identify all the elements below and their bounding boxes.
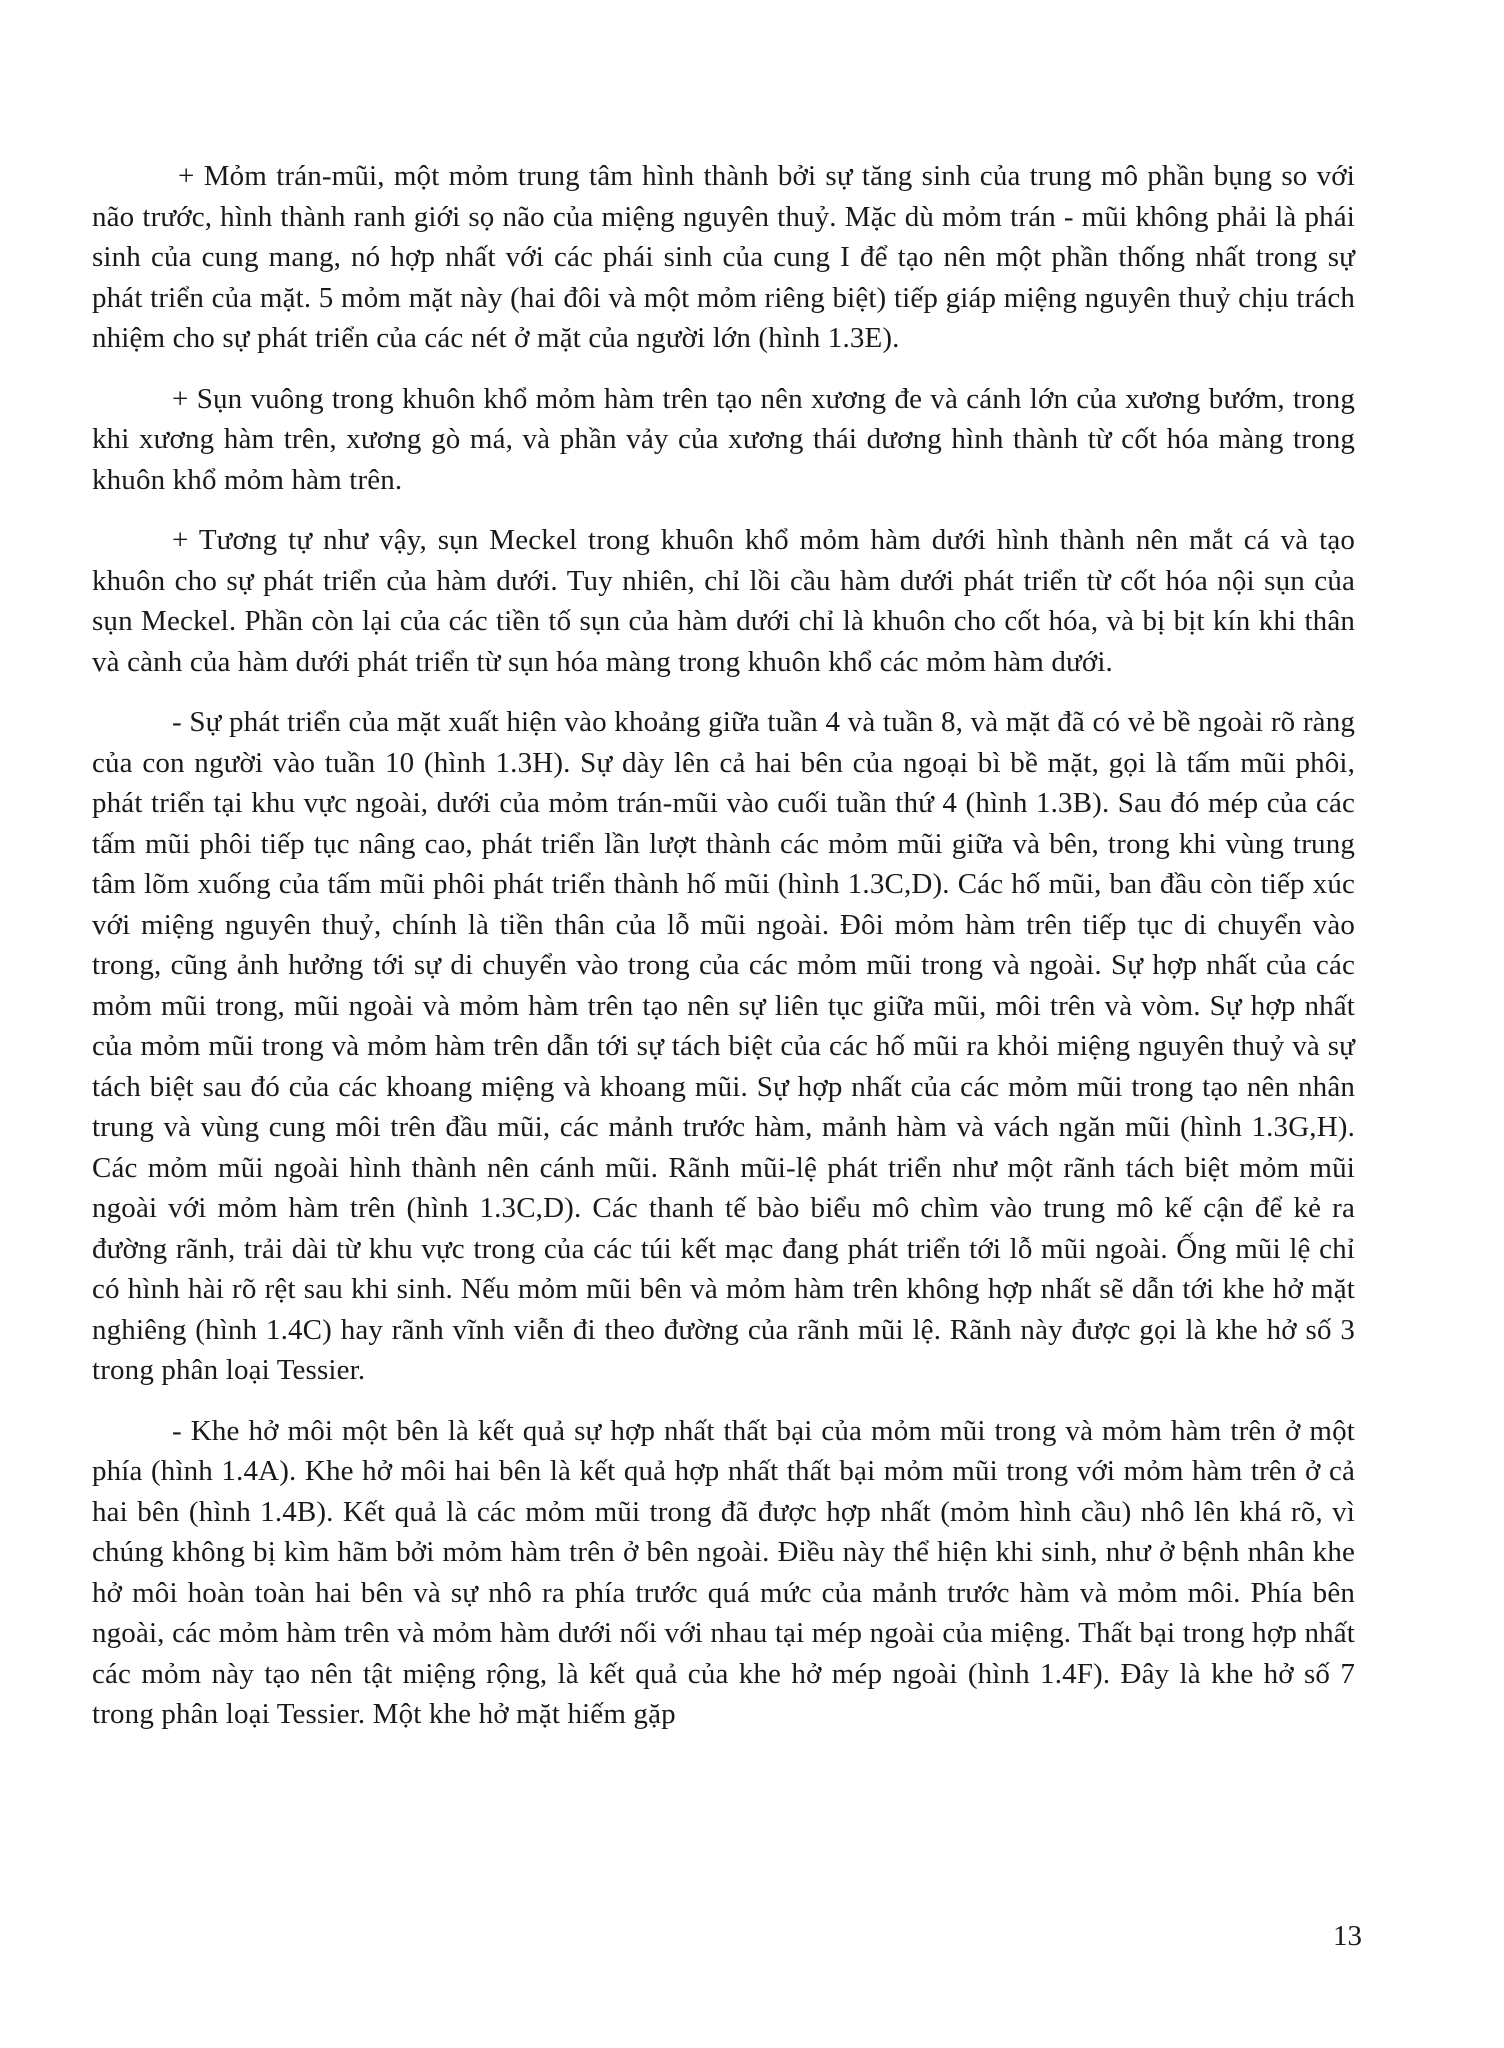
paragraph-cleft-lip: - Khe hở môi một bên là kết quả sự hợp nhất thất bại của mỏm mũi trong và mỏm hàm trên ở một phía (hình 1.4A). Khe hở môi hai bên là kết quả hợp nhất thất bại mỏm mũi trong với mỏm hàm trên ở cả hai bên (hình 1.4B). Kết quả là các mỏm mũi trong đã được hợp nhất (mỏm hình cầu) nhô lên khá rõ, vì chúng không bị kìm hãm bởi mỏm hàm trên ở bên ngoài. Điều này thể hiện khi sinh, như ở bệnh nhân khe hở môi hoàn toàn hai bên và sự nhô ra phía trước quá mức của mảnh trước hàm và mỏm môi. Phía bên ngoài, các mỏm hàm trên và mỏm hàm dưới nối với nhau tại mép ngoài của miệng. Thất bại trong hợp nhất các mỏm này tạo nên tật miệng rộng, là kết quả của khe hở mép ngoài (hình 1.4F). Đây là khe hở số 7 trong phân loại Tessier. Một khe hở mặt hiếm gặp [92,1414,1355,1730]
page-number: 13 [1333,1920,1362,1952]
paragraph-frontonasal-process: + Mỏm trán-mũi, một mỏm trung tâm hình thành bởi sự tăng sinh của trung mô phần bụng so với não trước, hình thành ranh giới sọ não của miệng nguyên thuỷ. Mặc dù mỏm trán - mũi không phải là phái sinh của cung mang, nó hợp nhất với các phái sinh của cung I để tạo nên một phần thống nhất trong sự phát triển của mặt. 5 mỏm mặt này (hai đôi và một mỏm riêng biệt) tiếp giáp miệng nguyên thuỷ chịu trách nhiệm cho sự phát triển của các nét ở mặt của người lớn (hình 1.3E). [92,160,1355,354]
paragraph-meckel-cartilage: + Tương tự như vậy, sụn Meckel trong khuôn khổ mỏm hàm dưới hình thành nên mắt cá và tạo khuôn cho sự phát triển của hàm dưới. Tuy nhiên, chỉ lồi cầu hàm dưới phát triển từ cốt hóa nội sụn của sụn Meckel. Phần còn lại của các tiền tố sụn của hàm dưới chỉ là khuôn cho cốt hóa, và bị bịt kín khi thân và cành của hàm dưới phát triển từ sụn hóa màng trong khuôn khổ các mỏm hàm dưới. [92,524,1355,678]
paragraph-face-development: - Sự phát triển của mặt xuất hiện vào khoảng giữa tuần 4 và tuần 8, và mặt đã có vẻ bề ngoài rõ ràng của con người vào tuần 10 (hình 1.3H). Sự dày lên cả hai bên của ngoại bì bề mặt, gọi là tấm mũi phôi, phát triển tại khu vực ngoài, dưới của mỏm trán-mũi vào cuối tuần thứ 4 (hình 1.3B). Sau đó mép của các tấm mũi phôi tiếp tục nâng cao, phát triển lần lượt thành các mỏm mũi giữa và bên, trong khi vùng trung tâm lõm xuống của tấm mũi phôi phát triển thành hố mũi (hình 1.3C,D). Các hố mũi, ban đầu còn tiếp xúc với miệng nguyên thuỷ, chính là tiền thân của lỗ mũi ngoài. Đôi mỏm hàm trên tiếp tục di chuyển vào trong, cũng ảnh hưởng tới sự di chuyển vào trong của các mỏm mũi trong và ngoài. Sự hợp nhất của các mỏm mũi trong, mũi ngoài và mỏm hàm trên tạo nên sự liên tục giữa mũi, môi trên và vòm. Sự hợp nhất của mỏm mũi trong và mỏm hàm trên dẫn tới sự tách biệt của các hố mũi ra khỏi miệng nguyên thuỷ và sự tách biệt sau đó của các khoang miệng và khoang mũi. Sự hợp nhất của các mỏm mũi trong tạo nên nhân trung và vùng cung môi trên đầu mũi, các mảnh trước hàm, mảnh hàm và vách ngăn mũi (hình 1.3G,H). Các mỏm mũi ngoài hình thành nên cánh mũi. Rãnh mũi-lệ phát triển như một rãnh tách biệt mỏm mũi ngoài với mỏm hàm trên (hình 1.3C,D). Các thanh tế bào biểu mô chìm vào trung mô kế cận để kẻ ra đường rãnh, trải dài từ khu vực trong của các túi kết mạc đang phát triển tới lỗ mũi ngoài. Ống mũi lệ chỉ có hình hài rõ rệt sau khi sinh. Nếu mỏm mũi bên và mỏm hàm trên không hợp nhất sẽ dẫn tới khe hở mặt nghiêng (hình 1.4C) hay rãnh vĩnh viễn đi theo đường của rãnh mũi lệ. Rãnh này được gọi là khe hở số 3 trong phân loại Tessier. [92,706,1355,1386]
paragraph-quadrate-cartilage: + Sụn vuông trong khuôn khổ mỏm hàm trên tạo nên xương đe và cánh lớn của xương bướm, trong khi xương hàm trên, xương gò má, và phần vảy của xương thái dương hình thành từ cốt hóa màng trong khuôn khổ mỏm hàm trên. [92,382,1355,496]
page-body [92,156,1355,1755]
